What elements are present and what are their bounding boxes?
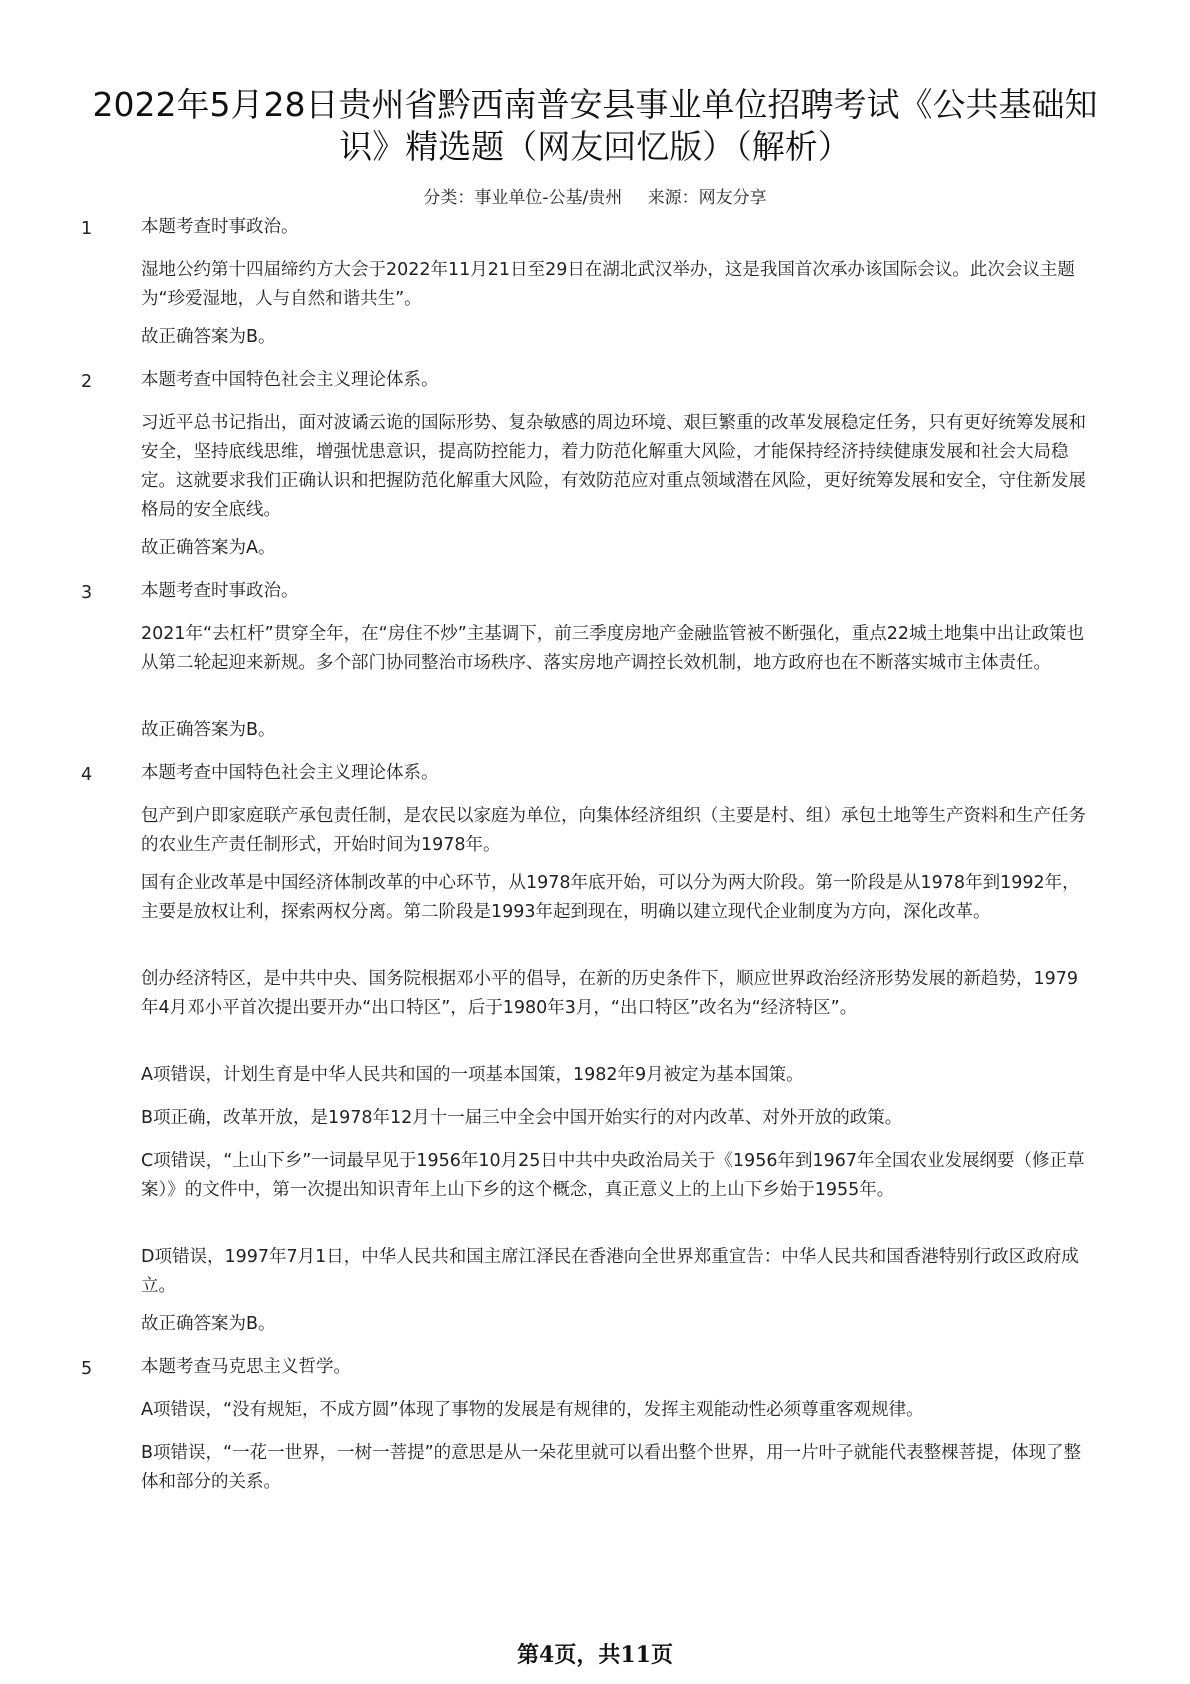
option-c-explanation: C项错误，“上山下乡”一词最早见于1956年10月25日中共中央政治局关于《1956年到1967年全国农业发展纲要（修正草案）》的文件中，第一次提出知识青年上山下乡的这个概念，真正意义上的上山下乡始于1955年。 <box>141 1151 1085 1200</box>
answer-paragraph: 2021年“去杠杆”贯穿全年，在“房住不炒”主基调下，前三季度房地产金融监管被不断强化，重点22城土地集中出让政策也从第二轮起迎来新规。多个部门协同整治市场秩序、落实房地产调控长效机制，地方政府也在不断落实城市主体责任。 <box>141 624 1085 673</box>
page-title: 2022年5月28日贵州省黔西南普安县事业单位招聘考试《公共基础知识》精选题（网友回忆版）（解析） <box>92 85 1098 166</box>
answer-paragraph: 包产到户即家庭联产承包责任制，是农民以家庭为单位，向集体经济组织（主要是村、组）承包土地等生产资料和生产任务的农业生产责任制形式，开始时间为1978年。 <box>141 806 1086 855</box>
document-meta <box>0 186 1190 210</box>
answer-topic: 本题考查中国特色社会主义理论体系。 <box>141 763 439 783</box>
answer-conclusion: 故正确答案为B。 <box>141 1314 276 1334</box>
answer-paragraph: 习近平总书记指出，面对波谲云诡的国际形势、复杂敏感的周边环境、艰巨繁重的改革发展稳定任务，只有更好统筹发展和安全，坚持底线思维，增强忧患意识，提高防控能力，着力防范化解重大风险，才能保持经济持续健康发展和社会大局稳定。这就要求我们正确认识和把握防范化解重大风险，有效防范应对重点领域潜在风险，更好统筹发展和安全，守住新发展格局的安全底线。 <box>141 413 1086 520</box>
answer-topic: 本题考查马克思主义哲学。 <box>141 1357 351 1377</box>
option-b-explanation: B项正确，改革开放，是1978年12月十一届三中全会中国开始实行的对内改革、对外开放的政策。 <box>141 1108 903 1128</box>
answer-paragraph: 创办经济特区，是中共中央、国务院根据邓小平的倡导，在新的历史条件下，顺应世界政治经济形势发展的新趋势，1979年4月邓小平首次提出要开办“出口特区”，后于1980年3月，“出口特区”改名为“经济特区”。 <box>141 969 1079 1018</box>
option-d-explanation: D项错误，1997年7月1日，中华人民共和国主席江泽民在香港向全世界郑重宣告：中华人民共和国香港特别行政区政府成立。 <box>141 1247 1079 1296</box>
option-a-explanation: A项错误，计划生育是中华人民共和国的一项基本国策，1982年9月被定为基本国策。 <box>141 1065 804 1085</box>
answer-conclusion: 故正确答案为A。 <box>141 538 276 558</box>
answer-topic: 本题考查时事政治。 <box>141 581 299 601</box>
question-number: 1 <box>81 219 93 239</box>
category-label: 分类：事业单位-公基/贵州 <box>423 188 623 208</box>
answer-paragraph: 湿地公约第十四届缔约方大会于2022年11月21日至29日在湖北武汉举办，这是我国首次承办该国际会议。此次会议主题为“珍爱湿地，人与自然和谐共生”。 <box>141 260 1075 309</box>
answer-topic: 本题考查中国特色社会主义理论体系。 <box>141 370 439 390</box>
answer-topic: 本题考查时事政治。 <box>141 217 299 237</box>
question-number: 2 <box>81 372 93 392</box>
page-number: 第4页，共11页 <box>517 1642 673 1668</box>
option-a-explanation: A项错误，“没有规矩，不成方圆”体现了事物的发展是有规律的，发挥主观能动性必须尊重客观规律。 <box>141 1400 924 1420</box>
question-number: 3 <box>81 583 93 603</box>
source-label: 来源：网友分享 <box>647 188 767 208</box>
answer-conclusion: 故正确答案为B。 <box>141 327 276 347</box>
answer-conclusion: 故正确答案为B。 <box>141 720 276 740</box>
question-number: 4 <box>81 765 93 785</box>
answer-paragraph: 国有企业改革是中国经济体制改革的中心环节，从1978年底开始，可以分为两大阶段。第一阶段是从1978年到1992年，主要是放权让利，探索两权分离。第二阶段是1993年起到现在，明确以建立现代企业制度为方向，深化改革。 <box>141 873 1080 922</box>
question-number: 5 <box>81 1359 93 1379</box>
option-b-explanation: B项错误，“一花一世界，一树一菩提”的意思是从一朵花里就可以看出整个世界，用一片叶子就能代表整棵菩提，体现了整体和部分的关系。 <box>141 1443 1082 1492</box>
